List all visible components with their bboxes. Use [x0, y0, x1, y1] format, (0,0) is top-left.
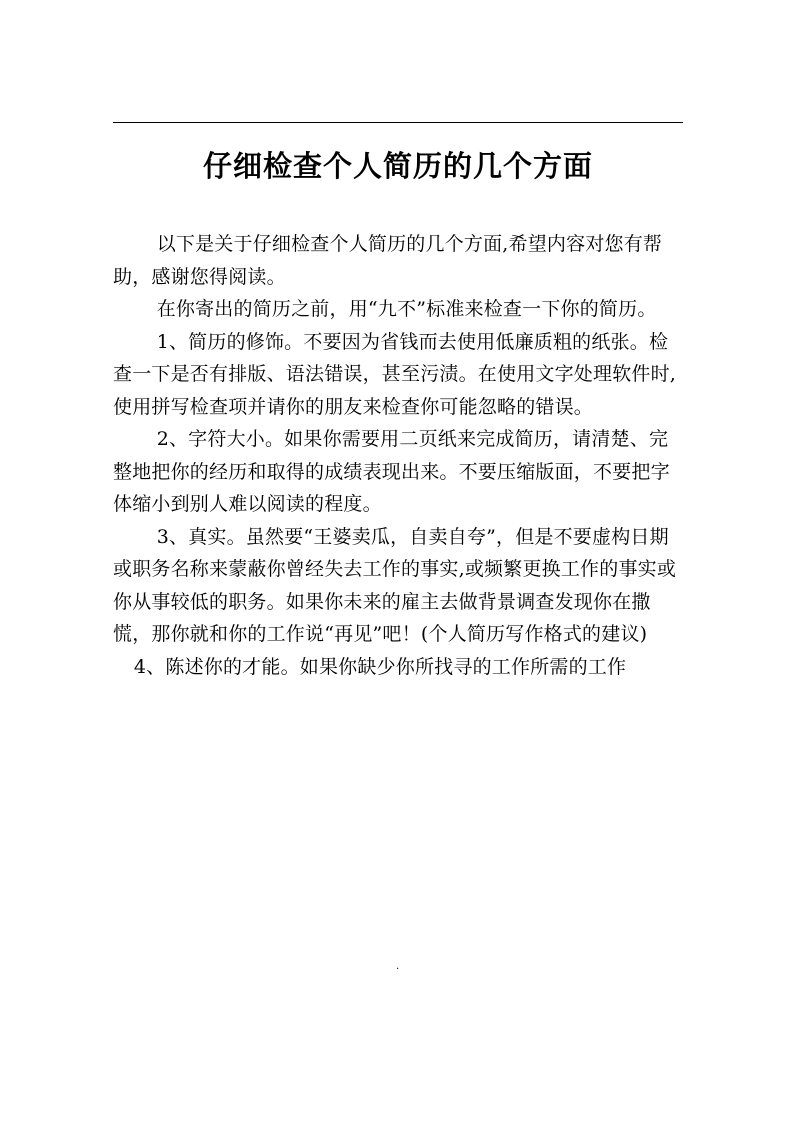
paragraph-item-4: 4、陈述你的才能。如果你缺少你所找寻的工作所需的工作	[133, 655, 627, 678]
paragraph-item-3: 3、真实。虽然要“王婆卖瓜，自卖自夸”，但是不要虚构日期或职务名称来蒙蔽你曾经失去工作的事实,或频繁更换工作的事实或你从事较低的职务。如果你未来的雇主去做背景调查发现你在撒慌，那你就和你的工作说“再见”吧！(个人简历写作格式的建议)	[113, 525, 677, 645]
page-title: 仔细检查个人简历的几个方面	[202, 149, 593, 183]
paragraph-item-2: 2、字符大小。如果你需要用二页纸来完成简历，请清楚、完整地把你的经历和取得的成绩表现出来。不要压缩版面，不要把字体缩小到别人难以阅读的程度。	[113, 428, 670, 515]
header-rule	[113, 122, 683, 123]
paragraph-intro: 以下是关于仔细检查个人简历的几个方面,希望内容对您有帮助，感谢您得阅读。	[113, 233, 663, 288]
document-body	[113, 228, 685, 683]
paragraph-nine-rules: 在你寄出的简历之前，用“九不”标准来检查一下你的简历。	[156, 298, 657, 320]
footer-mark: .	[396, 961, 400, 972]
paragraph-item-1: 1、简历的修饰。不要因为省钱而去使用低廉质粗的纸张。检查一下是否有排版、语法错误，甚至污渍。在使用文字处理软件时,使用拼写检查项并请你的朋友来检查你可能忽略的错误。	[113, 330, 677, 418]
